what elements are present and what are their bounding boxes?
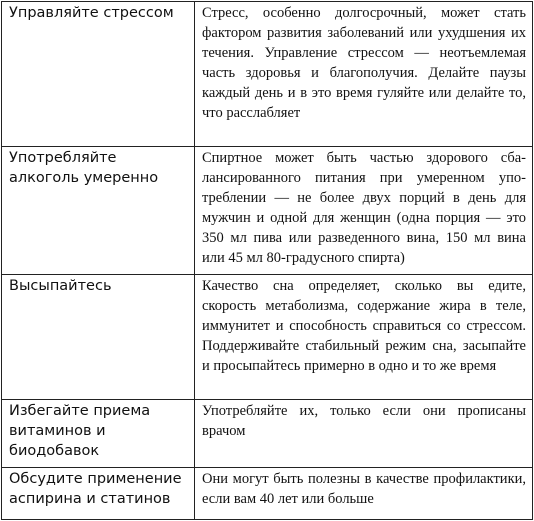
row-description: Стресс, особенно долгосрочный, может стать фактором развития заболеваний или ухудшения их течения. Управление стрессом — неотъемлемая часть здоровья и благополучия. Делайте паузы каждый день и в это время гуляйте или делайте то, что расслабляет xyxy=(195,2,533,147)
table-row xyxy=(2,275,533,400)
row-description: Они могут быть полезны в качестве профилактики, если вам 40 лет или больше xyxy=(195,468,533,520)
table-row xyxy=(2,468,533,520)
table-row xyxy=(2,400,533,468)
row-description: Качество сна определяет, сколько вы едите, скорость метаболизма, содержание жира в теле, иммунитет и способность справиться со стрессом. Поддерживайте стабильный режим сна, засыпайте и просыпайтесь примерно в одно и то же время xyxy=(195,275,533,400)
row-label: Употребляйте алкоголь умеренно xyxy=(2,147,195,275)
row-label: Обсудите применение аспирина и статинов xyxy=(2,468,195,520)
row-description: Спиртное может быть частью здорового сбалансированного питания при умеренном употреблении — не более двух порций в день для мужчин и одной для женщин (одна порция — это 350 мл пива или разведенного вина, 150 мл вина или 45 мл 80-градусного спирта) xyxy=(195,147,533,275)
row-label: Высыпайтесь xyxy=(2,275,195,400)
row-description: Употребляйте их, только если они прописаны врачом xyxy=(195,400,533,468)
table-row xyxy=(2,2,533,147)
row-label: Избегайте приема витаминов и биодобавок xyxy=(2,400,195,468)
table-row xyxy=(2,147,533,275)
row-label: Управляйте стрессом xyxy=(2,2,195,147)
advice-table xyxy=(1,1,533,520)
